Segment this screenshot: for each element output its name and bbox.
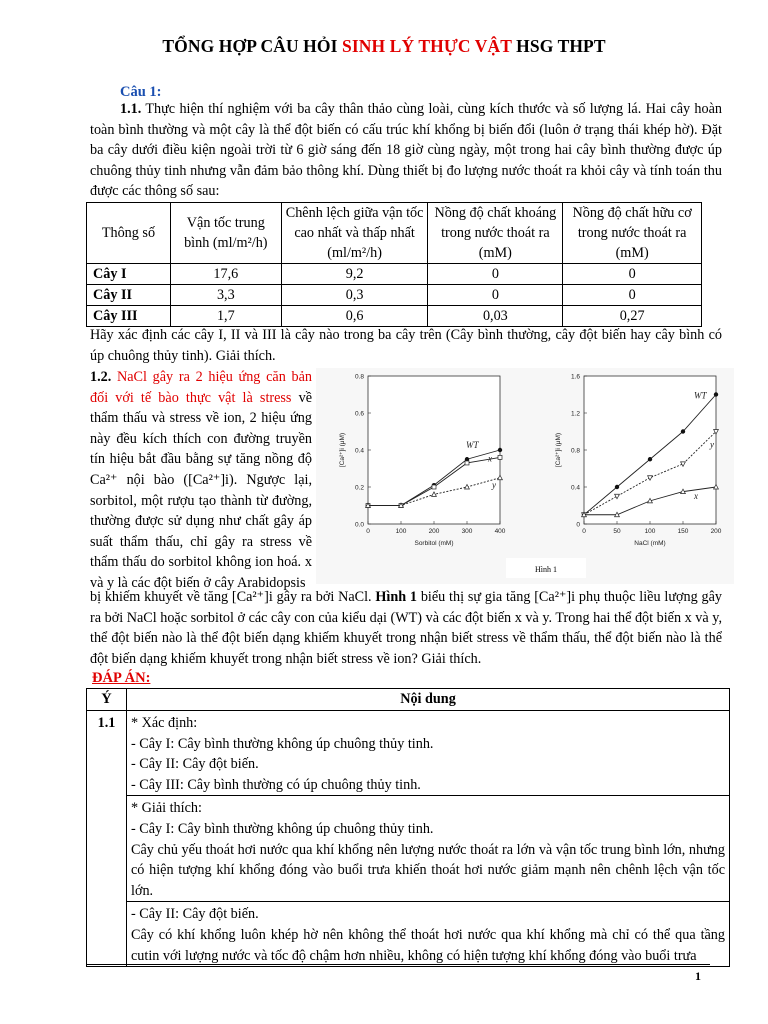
y-tick-label: 0.8 bbox=[354, 373, 364, 381]
x-tick-label: 100 bbox=[395, 528, 407, 535]
x-tick-label: 200 bbox=[428, 528, 440, 535]
table1-cell: 9,2 bbox=[281, 264, 428, 285]
y-axis-label: [Ca²⁺]i (μM) bbox=[339, 432, 346, 468]
x-tick-label: 100 bbox=[644, 528, 656, 535]
data-point-WT bbox=[498, 448, 502, 452]
y-tick-label: 0.0 bbox=[354, 521, 364, 529]
answer-line: Cây có khí khổng luôn khép hờ nên không thể thoát hơi nước qua khí khổng mà chỉ có thể qua tầng cutin với lượng nước và tốc độ chậm hơn nhiều, không có hiện tượng khí khổng đóng vào buổi trưa bbox=[131, 926, 725, 964]
answer-line: * Giải thích: bbox=[131, 800, 202, 817]
data-point-x bbox=[498, 455, 502, 459]
question-1-1-text: Thực hiện thí nghiệm với ba cây thân thảo cùng loài, cùng kích thước và số lượng lá. Hai cây hoàn toàn bình thường và một cây là thể đột biến có cấu trúc khí khổng bị biến đổi (luôn ở trạng thái khép hờ). Đặt ba cây dưới điều kiện ngoài trời từ 6 giờ sáng đến 18 giờ cùng ngày, một trong hai cây bình thường được úp chuông thủy tinh nhưng vẫn đảm bảo thông khí. Dùng thiết bị đo lượng nước thoát ra khỏi cây và tính toán thu được các thông số sau: bbox=[90, 101, 722, 200]
answer-col-y: Ý bbox=[87, 689, 127, 711]
table1-cell: 0 bbox=[428, 264, 563, 285]
plot-frame bbox=[368, 376, 500, 524]
y-tick-label: 0.4 bbox=[570, 484, 580, 492]
page-number: 1 bbox=[695, 969, 701, 983]
table-row bbox=[87, 902, 730, 967]
table1-cell: 0 bbox=[563, 285, 702, 306]
table-row bbox=[87, 285, 702, 306]
parameters-table bbox=[86, 202, 702, 327]
table-row bbox=[87, 796, 730, 902]
data-point-WT bbox=[648, 457, 652, 461]
footer-divider bbox=[86, 964, 710, 965]
title-part1: TỔNG HỢP CÂU HỎI bbox=[162, 36, 342, 56]
page-title bbox=[0, 36, 768, 57]
table1-cell: 3,3 bbox=[170, 285, 281, 306]
table1-header-cell: Vận tốc trung bình (ml/m²/h) bbox=[170, 203, 281, 264]
answer-cell-2 bbox=[127, 796, 730, 902]
answer-row-label: 1.1 bbox=[87, 711, 127, 967]
y-tick-label: 0 bbox=[576, 521, 580, 529]
x-tick-label: 300 bbox=[461, 528, 473, 535]
table1-cell: Cây III bbox=[87, 306, 171, 327]
figure-caption: Hình 1 bbox=[535, 565, 557, 574]
table1-cell: 0,27 bbox=[563, 306, 702, 327]
table1-cell: 0 bbox=[563, 264, 702, 285]
x-tick-label: 50 bbox=[613, 528, 621, 535]
answer-line: - Cây II: Cây đột biến. bbox=[131, 756, 259, 773]
table-row bbox=[87, 264, 702, 285]
answer-line: * Xác định: bbox=[131, 715, 198, 731]
answer-line: Cây chủ yếu thoát hơi nước qua khí khổng nên lượng nước thoát ra lớn và vận tốc trung bình lớn, nhưng có hiện tượng khí khổng đóng vào buổi trưa khiến thoát hơi nước giảm mạnh nên chênh lệch vận tốc lớn. bbox=[131, 841, 725, 899]
answer-cell-3 bbox=[127, 902, 730, 967]
table-row bbox=[87, 306, 702, 327]
answer-table bbox=[86, 688, 730, 967]
question-1-1-paragraph bbox=[90, 99, 722, 202]
figure-1-svg bbox=[316, 368, 734, 584]
question-1-2-text: về thẩm thấu và stress về ion, 2 hiệu ứng này đều kích thích con đường truyền tín hiệu bắt đầu bằng sự tăng nồng độ Ca²⁺ nội bào ([Ca²⁺]i). Ngược lại, sorbitol, một rượu tạo thành từ đường, thường được sử dụng như chất gây áp suất thẩm thấu, chỉ gây ra stress về thẩm thấu do sorbitol không ion hoá. x và y là các đột biến ở cây Arabidopsis bbox=[90, 389, 312, 591]
table1-cell: Cây I bbox=[87, 264, 171, 285]
figure-1 bbox=[316, 368, 734, 584]
data-point-WT bbox=[681, 429, 685, 433]
table1-header-cell: Chênh lệch giữa vận tốc cao nhất và thấp nhất (ml/m²/h) bbox=[281, 203, 428, 264]
data-point-WT bbox=[615, 485, 619, 489]
table1-header-cell: Thông số bbox=[87, 203, 171, 264]
data-point-x bbox=[432, 485, 436, 489]
title-highlight: SINH LÝ THỰC VẬT bbox=[342, 36, 512, 56]
table1-cell: 0,6 bbox=[281, 306, 428, 327]
y-axis-label: [Ca²⁺]i (μM) bbox=[555, 432, 562, 468]
answer-cell-1 bbox=[127, 711, 730, 796]
question-1-2-paragraph bbox=[90, 367, 312, 594]
table-row bbox=[87, 711, 730, 796]
question-1-2-continuation bbox=[90, 587, 722, 669]
x-tick-label: 0 bbox=[366, 528, 370, 535]
x-axis-label: NaCl (mM) bbox=[634, 540, 666, 547]
y-tick-label: 1.6 bbox=[570, 373, 580, 381]
series-label-WT: WT bbox=[466, 440, 479, 450]
series-label-y: y bbox=[710, 439, 714, 450]
series-label-WT: WT bbox=[694, 390, 707, 401]
question-1-1-ask: Hãy xác định các cây I, II và III là cây nào trong ba cây trên (Cây bình thường, cây đột biến hay cây bình có úp chuông thủy tinh). Giải thích. bbox=[90, 327, 722, 364]
y-tick-label: 1.2 bbox=[570, 410, 580, 418]
table1-cell: 0 bbox=[428, 285, 563, 306]
question-1-2-cont-b: biểu thị sự gia tăng [Ca²⁺]i phụ thuộc liều lượng gây ra bởi NaCl hoặc sorbitol ở các cây con của kiểu dại (WT) và các đột biến x và y. Trong hai thể đột biến x và y, thể đột biến nào là thể đột biến dạng khiếm khuyết trong nhận biết stress về thẩm thấu, thể đột biến nào là thể đột biến dạng khiếm khuyết trong nhận biết stress về ion? Giải thích. bbox=[90, 589, 722, 667]
question-1-2-highlight: NaCl gây ra 2 hiệu ứng căn bản đối với tế bào thực vật là stress bbox=[90, 369, 312, 406]
question-1-2-cont-a: bị khiếm khuyết về tăng [Ca²⁺]i gây ra bởi NaCl. bbox=[90, 589, 376, 605]
answer-line: - Cây II: Cây đột biến. bbox=[131, 906, 259, 923]
x-tick-label: 0 bbox=[582, 528, 586, 535]
data-point-WT bbox=[714, 392, 718, 396]
table1-cell: 1,7 bbox=[170, 306, 281, 327]
table1-header-cell: Nồng độ chất khoáng trong nước thoát ra (mM) bbox=[428, 203, 563, 264]
x-axis-label: Sorbitol (mM) bbox=[414, 540, 454, 547]
table1-cell: 0,3 bbox=[281, 285, 428, 306]
y-tick-label: 0.8 bbox=[570, 447, 580, 455]
question-1-2-number: 1.2. bbox=[90, 369, 112, 385]
answer-line: - Cây I: Cây bình thường không úp chuông thủy tinh. bbox=[131, 820, 434, 837]
y-tick-label: 0.6 bbox=[354, 410, 364, 418]
x-tick-label: 400 bbox=[494, 528, 506, 535]
y-tick-label: 0.4 bbox=[354, 447, 364, 455]
data-point-x bbox=[465, 461, 469, 465]
table1-cell: 17,6 bbox=[170, 264, 281, 285]
x-tick-label: 150 bbox=[677, 528, 689, 535]
answer-line: - Cây I: Cây bình thường không úp chuông thủy tinh. bbox=[131, 735, 434, 752]
figure-reference: Hình 1 bbox=[375, 589, 418, 605]
table1-cell: 0,03 bbox=[428, 306, 563, 327]
answer-col-content: Nội dung bbox=[127, 689, 730, 711]
series-label-x: x bbox=[694, 491, 698, 501]
table1-cell: Cây II bbox=[87, 285, 171, 306]
y-tick-label: 0.2 bbox=[354, 484, 364, 492]
series-label-y: y bbox=[492, 479, 496, 490]
title-part3: HSG THPT bbox=[511, 36, 606, 56]
x-tick-label: 200 bbox=[710, 528, 722, 535]
table1-header-cell: Nồng độ chất hữu cơ trong nước thoát ra (mM) bbox=[563, 203, 702, 264]
answer-line: - Cây III: Cây bình thường có úp chuông thủy tinh. bbox=[131, 776, 421, 793]
question-1-heading: Câu 1: bbox=[120, 84, 162, 100]
question-1-1-number: 1.1. bbox=[120, 101, 142, 117]
series-label-x: x bbox=[488, 453, 492, 464]
answer-heading: ĐÁP ÁN: bbox=[92, 670, 151, 686]
